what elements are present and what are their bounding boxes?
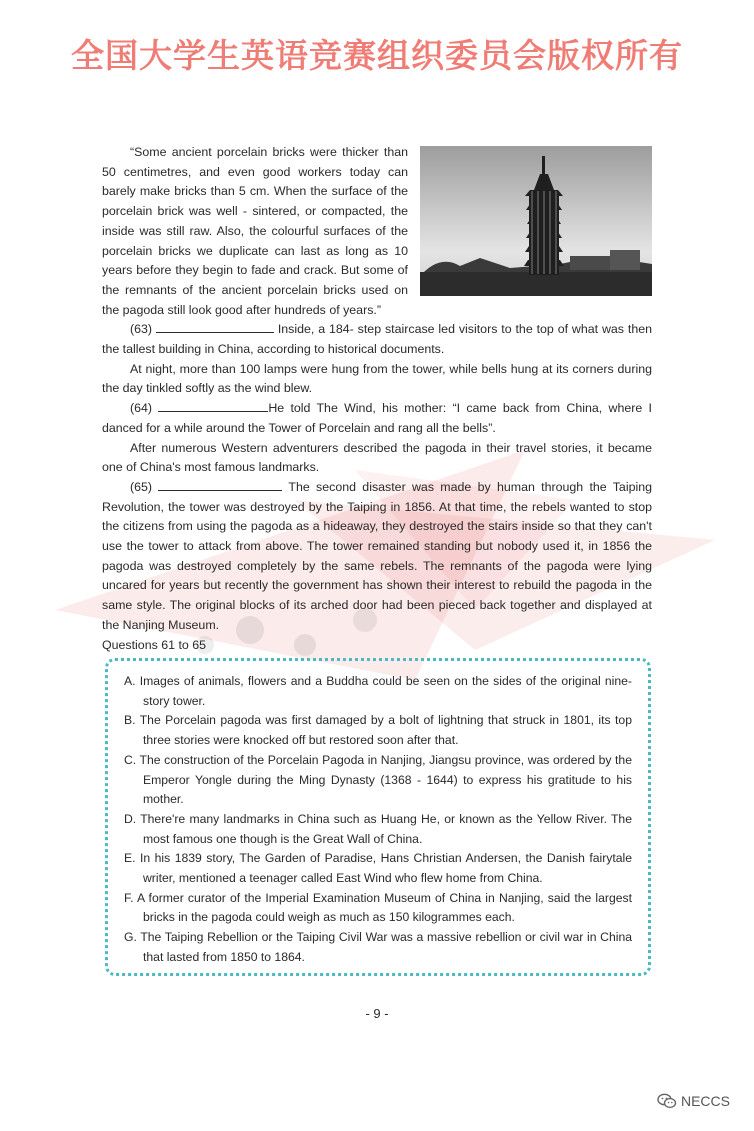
question-65-number: (65)	[130, 479, 153, 494]
blank-63[interactable]	[156, 320, 274, 333]
option-f: F. A former curator of the Imperial Examination Museum of China in Nanjing, said the largest bricks in the pagoda could weigh as much as 150 kilogrammes each.	[124, 890, 632, 925]
option-d: D. There're many landmarks in China such as Huang He, or known as the Yellow River. The most famous one though is the Great Wall of China.	[124, 811, 632, 846]
paragraph-lamps: At night, more than 100 lamps were hung from the tower, while bells hung at its corners during the day tinkled softly as the wind blew.	[102, 361, 652, 396]
option-e: E. In his 1839 story, The Garden of Paradise, Hans Christian Andersen, the Danish fairytale writer, mentioned a teenager called East Wind who flew home from China.	[124, 851, 632, 886]
options-box	[105, 658, 651, 976]
question-63-number: (63)	[130, 322, 153, 337]
paragraph-65-text: The second disaster was made by human through the Taiping Revolution, the tower was destroyed by the Taiping in 1856. At that time, the rebels wanted to stop the citizens from using the pagoda as a hideaway, they destroyed the stairs inside so that they can't use the tower to attack from above. The tower remained standing but nobody used it, in 1856 the pagoda was destroyed completely by the same rebels. The remnants of the pagoda were lying uncared for years but recently the government has shown their interest to rebuild the pagoda in the same style. The original blocks of its arched door had been pieced back together and displayed at the Nanjing Museum.	[102, 479, 653, 632]
option-c: C. The construction of the Porcelain Pagoda in Nanjing, Jiangsu province, was ordered by the Emperor Yongle during the Ming Dynasty (1368 - 1644) to express his gratitude to his mother.	[124, 752, 632, 807]
paragraph-64	[102, 399, 652, 438]
questions-heading: Questions 61 to 65	[102, 637, 207, 652]
option-g: G. The Taiping Rebellion or the Taiping Civil War was a massive rebellion or civil war in China that lasted from 1850 to 1864.	[124, 930, 632, 964]
logo-text: NECCS	[680, 1093, 730, 1109]
blank-64[interactable]	[158, 399, 268, 412]
blank-65[interactable]	[158, 478, 282, 491]
option-b: B. The Porcelain pagoda was first damaged by a bolt of lightning that struck in 1801, its top three stories were knocked off but restored soon after that.	[124, 713, 632, 748]
page-number: - 9 -	[365, 1006, 389, 1021]
passage	[102, 143, 652, 655]
option-a: A. Images of animals, flowers and a Buddha could be seen on the sides of the original nine- story tower.	[124, 674, 632, 708]
paragraph-63-text: Inside, a 184- step staircase led visitors to the top of what was then the tallest building in China, according to historical documents.	[102, 322, 652, 357]
paragraph-adventurers: After numerous Western adventurers described the pagoda in their travel stories, it became one of China's most famous landmarks.	[102, 440, 652, 475]
pagoda-photo	[420, 146, 652, 296]
question-64-number: (64)	[130, 401, 153, 416]
wechat-icon	[657, 1093, 677, 1109]
wechat-logo	[657, 1093, 730, 1109]
paragraph-65	[102, 478, 652, 636]
paragraph-bricks: “Some ancient porcelain bricks were thicker than 50 centimetres, and even good workers today can barely make bricks than 5 cm. When the surface of the porcelain brick was well - sintered, or compacted, the inside was still raw. Also, the colourful surfaces of the porcelain bricks we duplicate can last as long as 10 years before they begin to fade and crack. But some of the remnants of the ancient porcelain bricks used on the pagoda still look good after hundreds of years.”	[102, 145, 408, 317]
paragraph-63	[102, 320, 652, 359]
paragraph-64-text: He told The Wind, his mother: “I came back from China, where I danced for a while around the Tower of Porcelain and rang all the bells”.	[102, 401, 652, 435]
copyright-banner: 全国大学生英语竞赛组织委员会版权所有	[71, 36, 683, 75]
